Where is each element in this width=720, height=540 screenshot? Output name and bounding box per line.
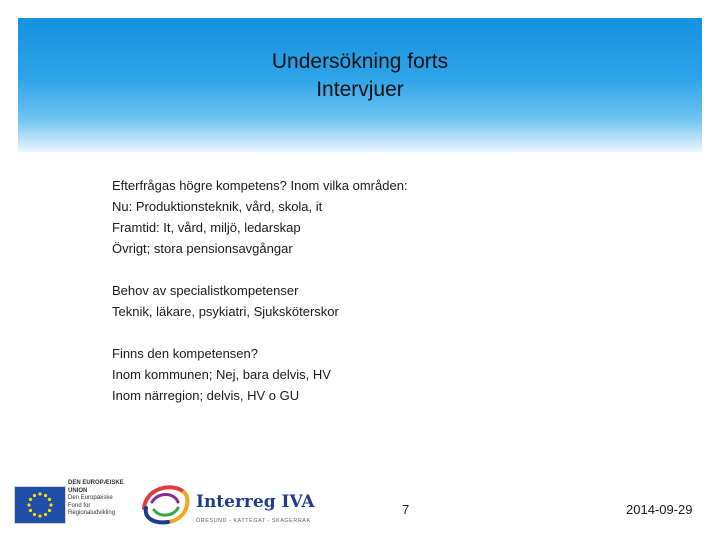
body-line: Inom kommunen; Nej, bara delvis, HV: [112, 367, 331, 382]
paragraph-availability: [112, 343, 572, 406]
eu-text-line: Regionaludvikling: [68, 510, 116, 516]
eu-text-line: Fond for: [68, 502, 91, 509]
body-line: Inom närregion; delvis, HV o GU: [112, 388, 300, 403]
eu-text-line: Den Europæiske: [68, 495, 113, 501]
interreg-subtitle: ÖRESUND - KATTEGAT - SKAGERRAK: [196, 518, 311, 524]
interreg-wordmark: Interreg IVA: [196, 492, 315, 512]
eu-text-line: DEN EUROPÆISKE: [68, 480, 124, 486]
eu-flag-icon: [14, 486, 66, 524]
page-number: 7: [402, 502, 410, 517]
slide-date: 2014-09-29: [626, 502, 693, 517]
slide-footer: [0, 470, 720, 540]
slide-title: [18, 48, 702, 104]
slide-title-line-2: Intervjuer: [316, 78, 404, 101]
body-line: Övrigt; stora pensionsavgångar: [112, 241, 293, 256]
paragraph-competence: [112, 175, 572, 259]
body-line: Behov av specialistkompetenser: [112, 283, 299, 298]
eu-logo-text: [68, 480, 138, 518]
body-line: Finns den kompetensen?: [112, 346, 258, 361]
paragraph-specialist: [112, 280, 572, 322]
body-line: Efterfrågas högre kompetens? Inom vilka områden:: [112, 178, 408, 193]
interreg-swirl-icon: [138, 478, 194, 530]
slide-title-line-1: Undersökning forts: [271, 50, 449, 73]
body-line: Nu: Produktionsteknik, vård, skola, it: [112, 199, 323, 214]
body-line: Framtid: It, vård, miljö, ledarskap: [112, 220, 301, 235]
slide-body: [112, 175, 572, 427]
interreg-logo: [138, 478, 315, 530]
body-line: Teknik, läkare, psykiatri, Sjuksköterskor: [112, 304, 339, 319]
eu-text-line: UNION: [68, 487, 88, 494]
